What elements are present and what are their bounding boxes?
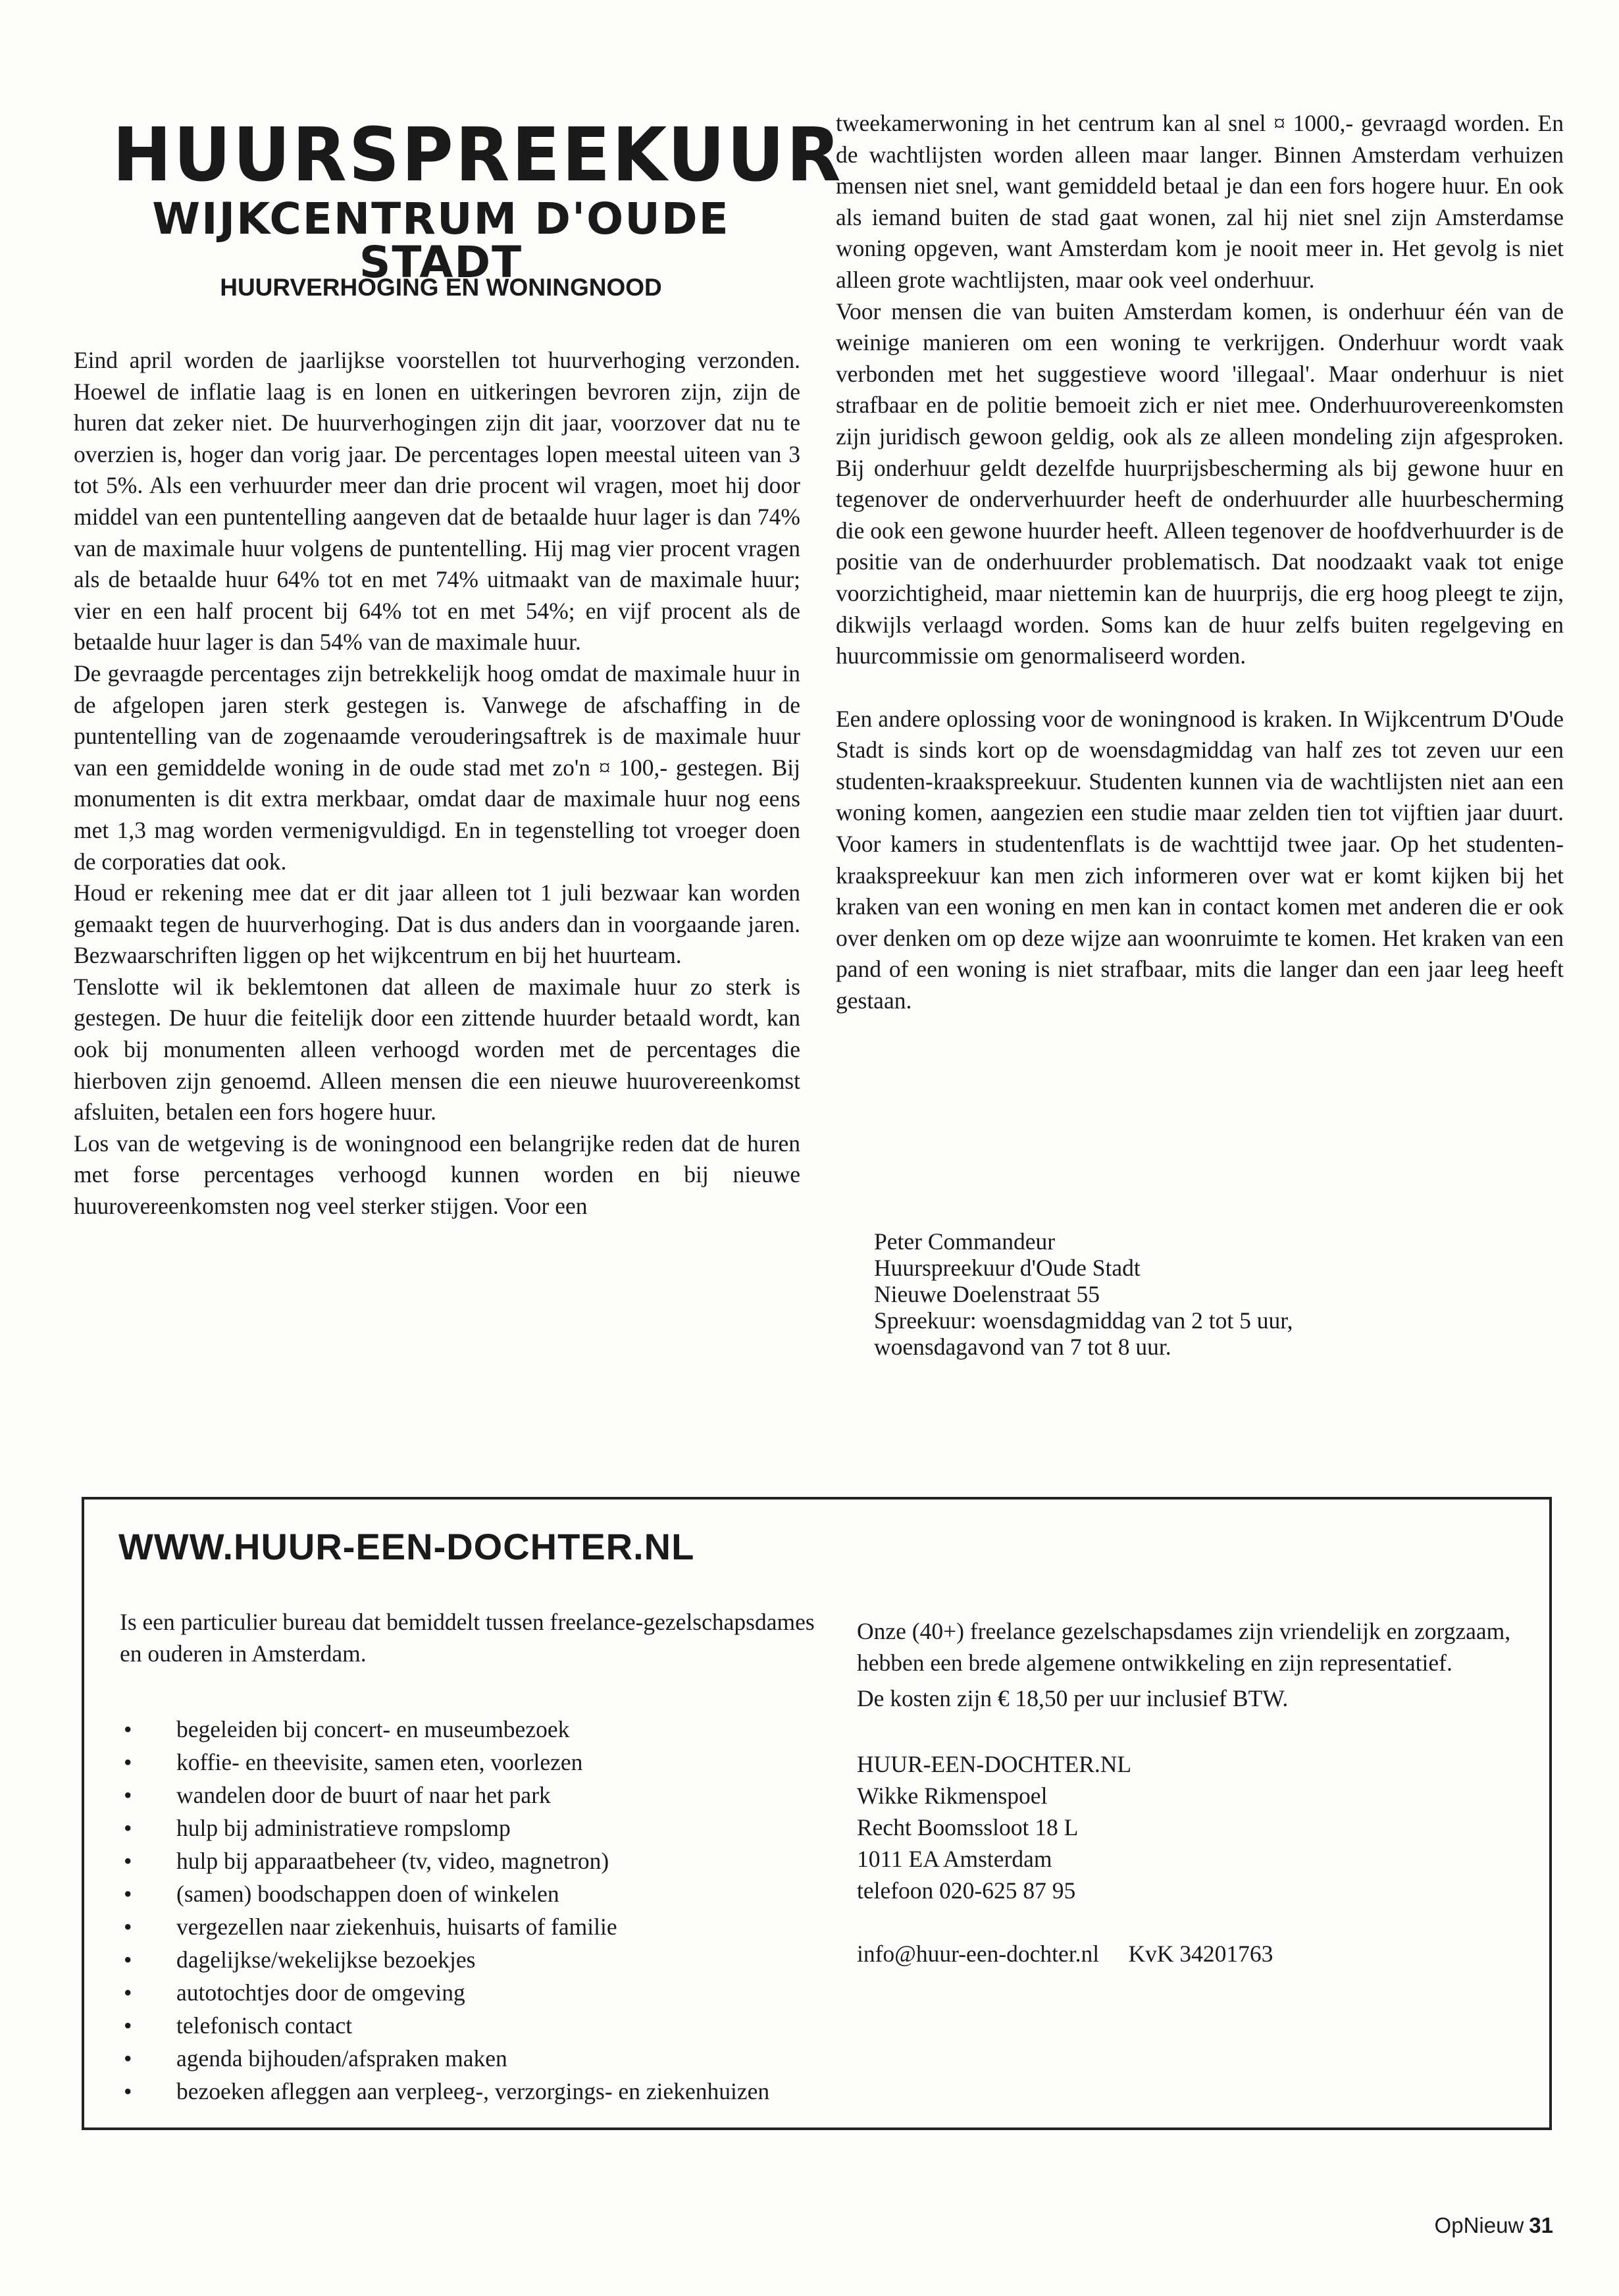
article-left-column: [74, 345, 800, 1222]
contact-email[interactable]: info@huur-een-dochter.nl: [857, 1941, 1100, 1967]
office-hours-evening: woensdagavond van 7 tot 8 uur.: [874, 1334, 1171, 1360]
article-paragraph: Een andere oplossing voor de woningnood is kraken. In Wijkcentrum D'Oude Stadt is sinds kort op de woensdagmiddag van half zes tot zeven uur een studenten-kraakspreekuur. Studenten kunnen via de wachtlijsten niet aan een woning komen, aangezien een studie maar zelden tien tot vijftien jaar duurt. Voor kamers in studentenflats is de wachttijd twee jaar. Op het studenten-kraakspreekuur kan men zich informeren over wat er komt kijken bij het kraken van een woning en men kan in contact komen met anderen die er ook over denken om op deze wijze aan woonruimte te komen. Het kraken van een pand of een woning is niet strafbaar, mits die langer dan een jaar leeg heeft gestaan.: [836, 705, 1564, 1014]
article-paragraph: Los van de wetgeving is de woningnood een belangrijke reden dat de huren met forse percentages verhoogd kunnen worden en bij nieuwe huurovereenkomsten nog veel sterker stijgen. Voor een: [74, 1130, 800, 1220]
article-paragraph: tweekamerwoning in het centrum kan al snel ¤ 1000,- gevraagd worden. En de wachtlijsten worden alleen maar langer. Binnen Amsterdam verhuizen mensen niet snel, want gemiddeld betaal je dan een fors hogere huur. En ook als iemand buiten de stad gaat wonen, zal hij niet snel zijn Amsterdamse woning opgeven, want Amsterdam kom je nooit meer in. Het gevolg is niet alleen grote wachtlijsten, maar ook veel onderhuur.: [836, 110, 1564, 293]
list-item: • (samen) boodschappen doen of winkelen: [120, 1877, 817, 1910]
contact-city: 1011 EA Amsterdam: [857, 1846, 1052, 1872]
contact-phone: telefoon 020-625 87 95: [857, 1877, 1076, 1904]
contact-company: HUUR-EEN-DOCHTER.NL: [857, 1751, 1132, 1777]
article-paragraph: Tenslotte wil ik beklemtonen dat alleen de maximale huur zo sterk is gestegen. De huur die feitelijk door een zittende huurder betaald wordt, kan ook bij monumenten alleen verhoogd worden met de percentages die hierboven zijn genoemd. Alleen mensen die een nieuwe huurovereenkomst afsluiten, betalen een fors hogere huur.: [74, 973, 800, 1126]
list-item: • vergezellen naar ziekenhuis, huisarts of familie: [120, 1910, 817, 1943]
author-address: Nieuwe Doelenstraat 55: [874, 1281, 1100, 1307]
article-right-column: [836, 108, 1564, 1017]
author-name: Peter Commandeur: [874, 1228, 1056, 1255]
list-item: • dagelijkse/wekelijkse bezoekjes: [120, 1943, 817, 1976]
paragraph-gap: [836, 672, 1564, 704]
list-item: • wandelen door de buurt of naar het park: [120, 1779, 817, 1812]
article-signature: [874, 1228, 1466, 1360]
magazine-name: OpNieuw: [1434, 2213, 1524, 2237]
contact-street: Recht Boomssloot 18 L: [857, 1814, 1079, 1840]
ad-contact-block: [857, 1748, 1515, 1906]
article-paragraph: Voor mensen die van buiten Amsterdam komen, is onderhuur één van de weinige manieren om een woning te verkrijgen. Onderhuur wordt vaak verbonden met het suggestieve woord 'illegaal'. Maar onderhuur is niet strafbaar en de politie bemoeit zich er niet mee. Onderhuurovereenkomsten zijn juridisch gewoon geldig, ook als ze alleen mondeling zijn afgesproken. Bij onderhuur geldt dezelfde huurprijsbescherming als bij gewone huur en tegenover de onderverhuurder heeft de onderhuurder alle huurbescherming die ook een gewone huurder heeft. Alleen tegenover de hoofdverhuurder is de positie van de onderhuurder problematisch. Dat noodzaakt vaak tot enige voorzichtigheid, maar niettemin kan de huurprijs, die erg hoog pleegt te zijn, dikwijls verlaagd worden. Soms kan de huur zelfs buiten regelgeving en huurcommissie om genormaliseerd worden.: [836, 298, 1564, 669]
contact-person: Wikke Rikmenspoel: [857, 1783, 1048, 1809]
list-item: • autotochtjes door de omgeving: [120, 1976, 817, 2009]
list-item: • telefonisch contact: [120, 2009, 817, 2042]
ad-title: WWW.HUUR-EEN-DOCHTER.NL: [118, 1526, 695, 1567]
ad-cost: De kosten zijn € 18,50 per uur inclusief BTW.: [857, 1685, 1289, 1711]
ad-right-column: [857, 1615, 1515, 1970]
advertisement-box: [82, 1497, 1552, 2130]
list-item: • bezoeken afleggen aan verpleeg-, verzorgings- en ziekenhuizen: [120, 2075, 817, 2108]
author-org: Huurspreekuur d'Oude Stadt: [874, 1255, 1141, 1281]
office-hours: Spreekuur: woensdagmiddag van 2 tot 5 uur,: [874, 1307, 1293, 1334]
ad-intro: Is een particulier bureau dat bemiddelt tussen freelance-gezelschapsdames en ouderen in Amsterdam.: [120, 1609, 815, 1667]
contact-email-line: [857, 1938, 1515, 1970]
ad-services-list: [120, 1713, 817, 2108]
list-item: • hulp bij administratieve rompslomp: [120, 1812, 817, 1844]
article-subtitle: WIJKCENTRUM D'OUDE STADT: [152, 194, 730, 288]
list-item: • koffie- en theevisite, samen eten, voorlezen: [120, 1746, 817, 1779]
contact-kvk: KvK 34201763: [1128, 1941, 1273, 1967]
article-title: HUURSPREEKUUR: [112, 113, 843, 198]
article-paragraph: Eind april worden de jaarlijkse voorstellen tot huurverhoging verzonden. Hoewel de inflatie laag is en lonen en uitkeringen bevroren zijn, zijn de huren dat zeker niet. De huurverhogingen zijn dit jaar, voorzover dat nu te overzien is, hoger dan vorig jaar. De percentages lopen meestal uiteen van 3 tot 5%. Als een verhuurder meer dan drie procent wil vragen, moet hij door middel van een puntentelling aangeven dat de betaalde huur lager is dan 74% van de maximale huur volgens de puntentelling. Hij mag vier procent vragen als de betaalde huur 64% tot en met 74% uitmaakt van de maximale huur; vier en een half procent bij 64% tot en met 54%; en vijf procent als de betaalde huur lager is dan 54% van de maximale huur.: [74, 347, 800, 656]
list-item: • begeleiden bij concert- en museumbezoek: [120, 1713, 817, 1746]
article-paragraph: De gevraagde percentages zijn betrekkelijk hoog omdat de maximale huur in de afgelopen jaren sterk gestegen is. Vanwege de afschaffing in de puntentelling van de zogenaamde verouderingsaftrek is de maximale huur van een gemiddelde woning in de oude stad met zo'n ¤ 100,- gestegen. Bij monumenten is dit extra merkbaar, omdat daar de maximale huur nog eens met 1,3 mag worden vermenigvuldigd. En in tegenstelling tot vroeger doen de corporaties dat ook.: [74, 660, 800, 875]
list-item: • agenda bijhouden/afspraken maken: [120, 2042, 817, 2075]
page-footer: [1435, 2213, 1553, 2238]
article-heading: HUURVERHOGING EN WONINGNOOD: [220, 274, 662, 301]
ad-description: Onze (40+) freelance gezelschapsdames zijn vriendelijk en zorgzaam, hebben een brede algemene ontwikkeling en zijn representatief.: [857, 1618, 1511, 1676]
list-item: • hulp bij apparaatbeheer (tv, video, magnetron): [120, 1844, 817, 1877]
page-number: 31: [1529, 2213, 1553, 2237]
article-paragraph: Houd er rekening mee dat er dit jaar alleen tot 1 juli bezwaar kan worden gemaakt tegen de huurverhoging. Dat is dus anders dan in voorgaande jaren. Bezwaarschriften liggen op het wijkcentrum en bij het huurteam.: [74, 879, 800, 969]
